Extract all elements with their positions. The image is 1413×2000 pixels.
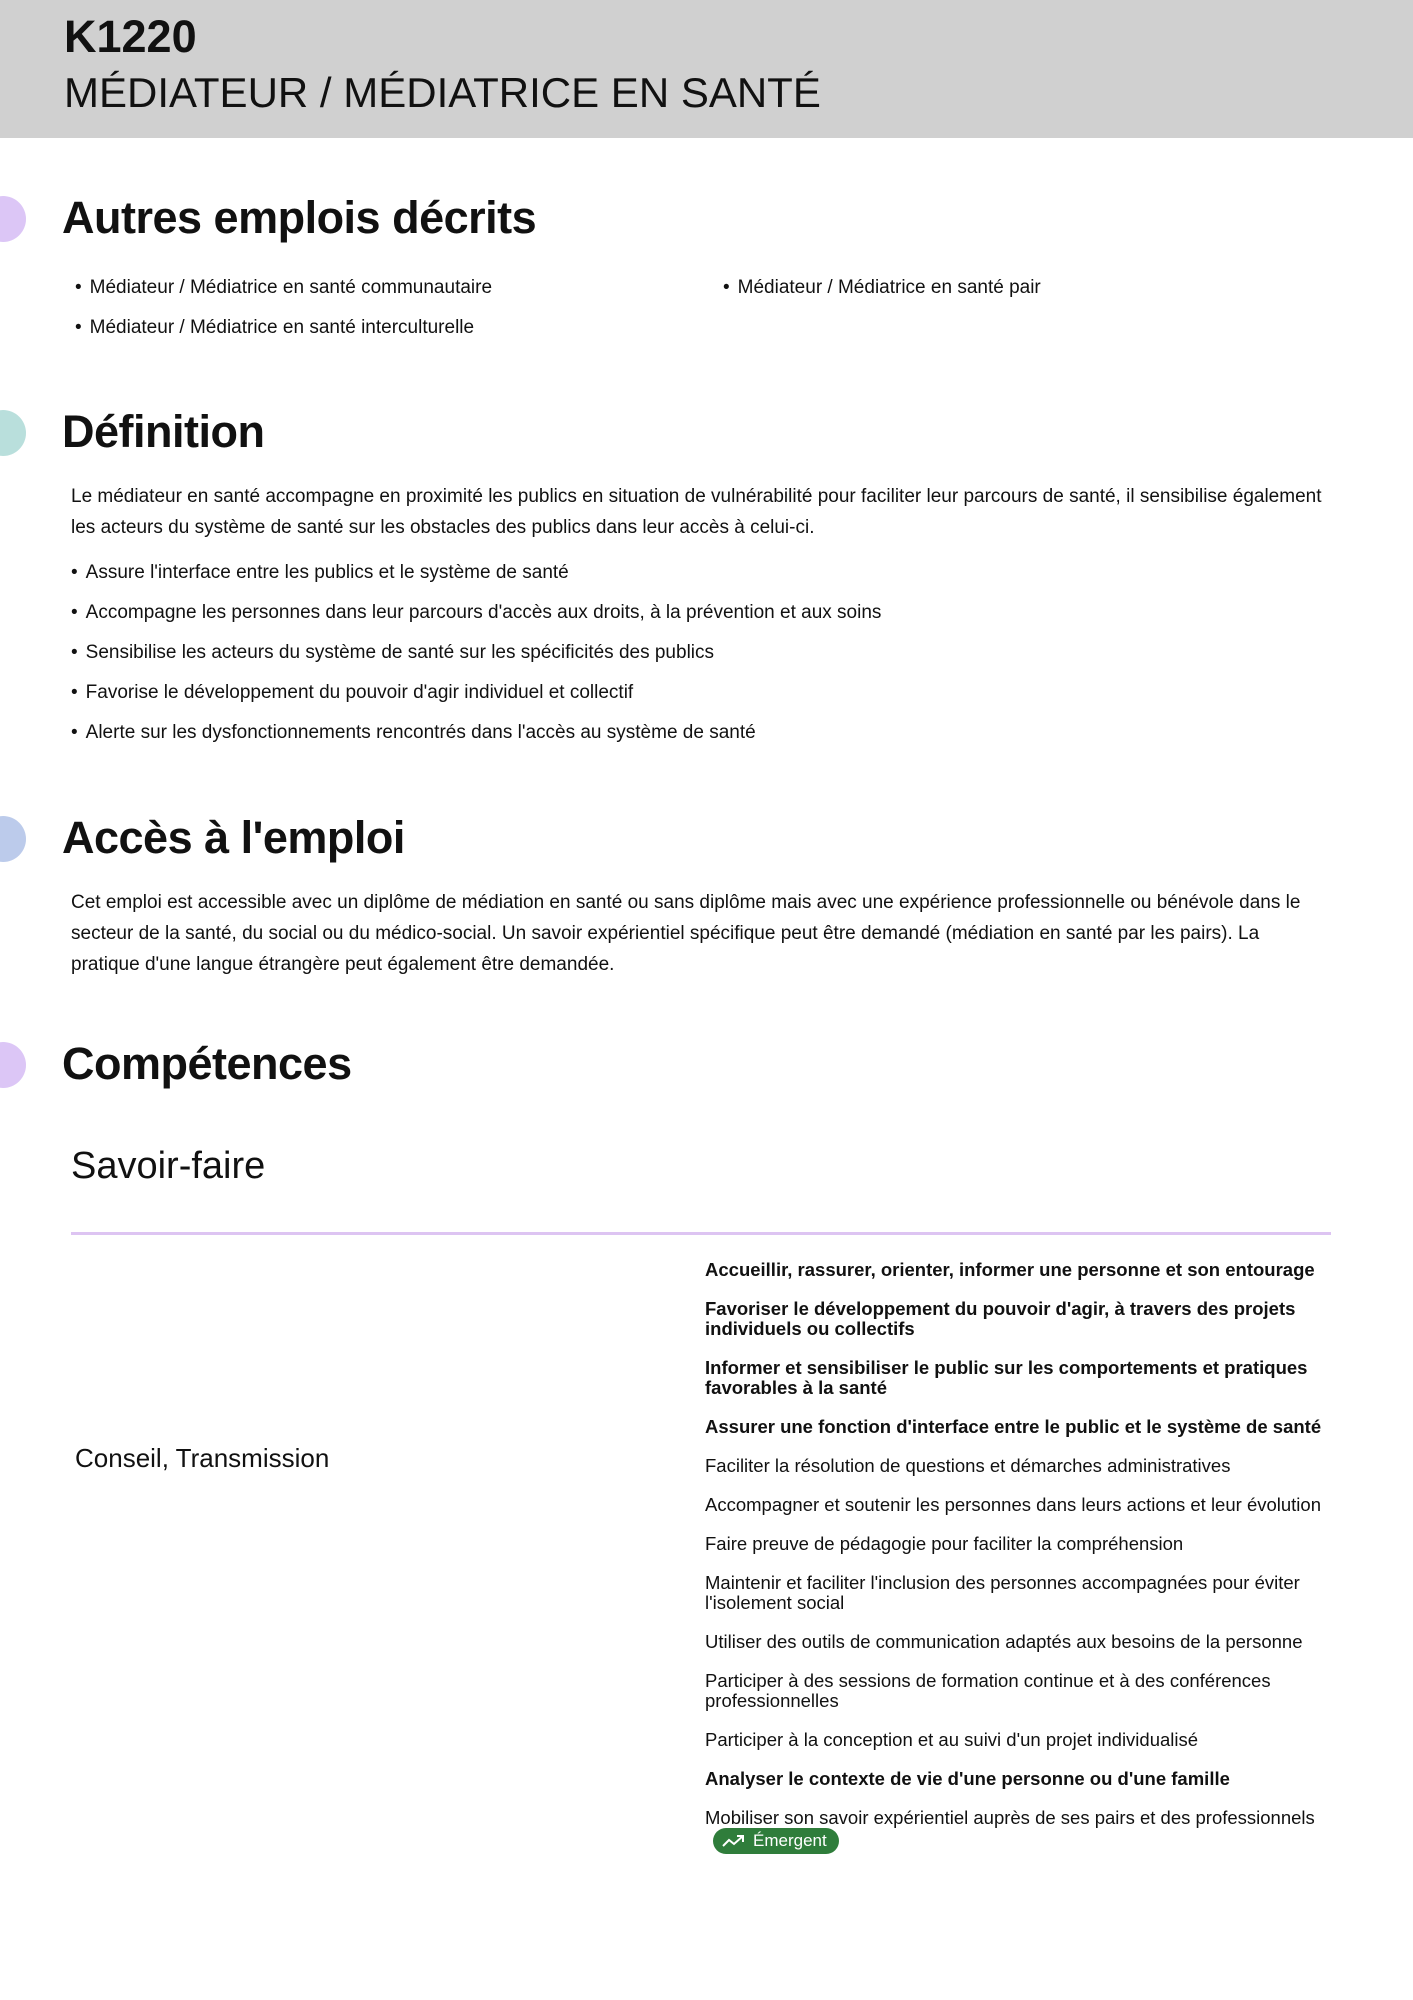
definition-bullet: • Favorise le développement du pouvoir d'agir individuel et collectif [71,681,633,705]
definition-text: Le médiateur en santé accompagne en proximité les publics en situation de vulnérabilité pour faciliter leur parcours de santé, il sensibilise également les acteurs du système de santé sur les obstacles des publics dans leur accès à celui-ci. [71,486,1322,538]
job-title: MÉDIATEUR / MÉDIATRICE EN SANTÉ [64,69,821,116]
section-title-acces: Accès à l'emploi [62,812,405,863]
skill-item: Assurer une fonction d'interface entre le public et le système de santé [705,1416,1322,1437]
skill-item: Accompagner et soutenir les personnes dans leurs actions et leur évolution [705,1494,1321,1515]
skill-item: Faire preuve de pédagogie pour faciliter la compréhension [705,1533,1184,1554]
definition-bullet: • Accompagne les personnes dans leur parcours d'accès aux droits, à la prévention et aux soins [71,601,881,625]
skill-item: Informer et sensibiliser le public sur les comportements et pratiques favorables à la santé [705,1357,1308,1398]
section-title-definition: Définition [62,406,265,457]
skill-item: Maintenir et faciliter l'inclusion des personnes accompagnées pour éviter l'isolement social [705,1572,1300,1613]
divider [71,1232,1331,1235]
skill-item-text: Mobiliser son savoir expérientiel auprès de ses pairs et des professionnels [705,1807,1315,1828]
other-job-item: • Médiateur / Médiatrice en santé pair [723,276,1041,300]
other-job-item: • Médiateur / Médiatrice en santé communautaire [75,276,492,300]
skill-category: Conseil, Transmission [75,1443,330,1473]
header-banner [0,0,1413,138]
skill-item: Participer à des sessions de formation continue et à des conférences professionnelles [705,1670,1271,1711]
skill-item: Analyser le contexte de vie d'une personne ou d'une famille [705,1768,1230,1789]
definition-bullet: • Sensibilise les acteurs du système de santé sur les spécificités des publics [71,641,714,665]
section-title-autres-emplois: Autres emplois décrits [62,192,537,243]
definition-bullet: • Assure l'interface entre les publics et le système de santé [71,561,569,585]
section-dot-purple [0,196,26,242]
section-title-competences: Compétences [62,1038,352,1089]
trend-up-icon [721,1833,747,1849]
skill-item [705,1808,1335,1854]
skill-item: Participer à la conception et au suivi d'un projet individualisé [705,1729,1199,1750]
definition-bullet: • Alerte sur les dysfonctionnements rencontrés dans l'accès au système de santé [71,721,756,745]
skill-item: Faciliter la résolution de questions et démarches administratives [705,1455,1231,1476]
job-code: K1220 [64,11,197,62]
skill-item: Favoriser le développement du pouvoir d'agir, à travers des projets individuels ou collectifs [705,1298,1296,1339]
section-dot-purple [0,1042,26,1088]
acces-text: Cet emploi est accessible avec un diplôme de médiation en santé ou sans diplôme mais avec une expérience professionnelle ou bénévole dans le secteur de la santé, du social ou du médico-social. Un savoir expérientiel spécifique peut être demandé (médiation en santé par les pairs). La pratique d'une langue étrangère peut également être demandée. [71,892,1301,975]
skill-item: Utiliser des outils de communication adaptés aux besoins de la personne [705,1631,1303,1652]
other-job-item: • Médiateur / Médiatrice en santé interculturelle [75,316,474,340]
emergent-badge-label: Émergent [753,1831,827,1850]
section-dot-teal [0,410,26,456]
skills-list [705,1260,1335,1873]
skill-item: Accueillir, rassurer, orienter, informer une personne et son entourage [705,1259,1315,1280]
savoir-faire-heading: Savoir-faire [71,1145,266,1187]
section-dot-blue [0,816,26,862]
emergent-badge [713,1828,839,1854]
